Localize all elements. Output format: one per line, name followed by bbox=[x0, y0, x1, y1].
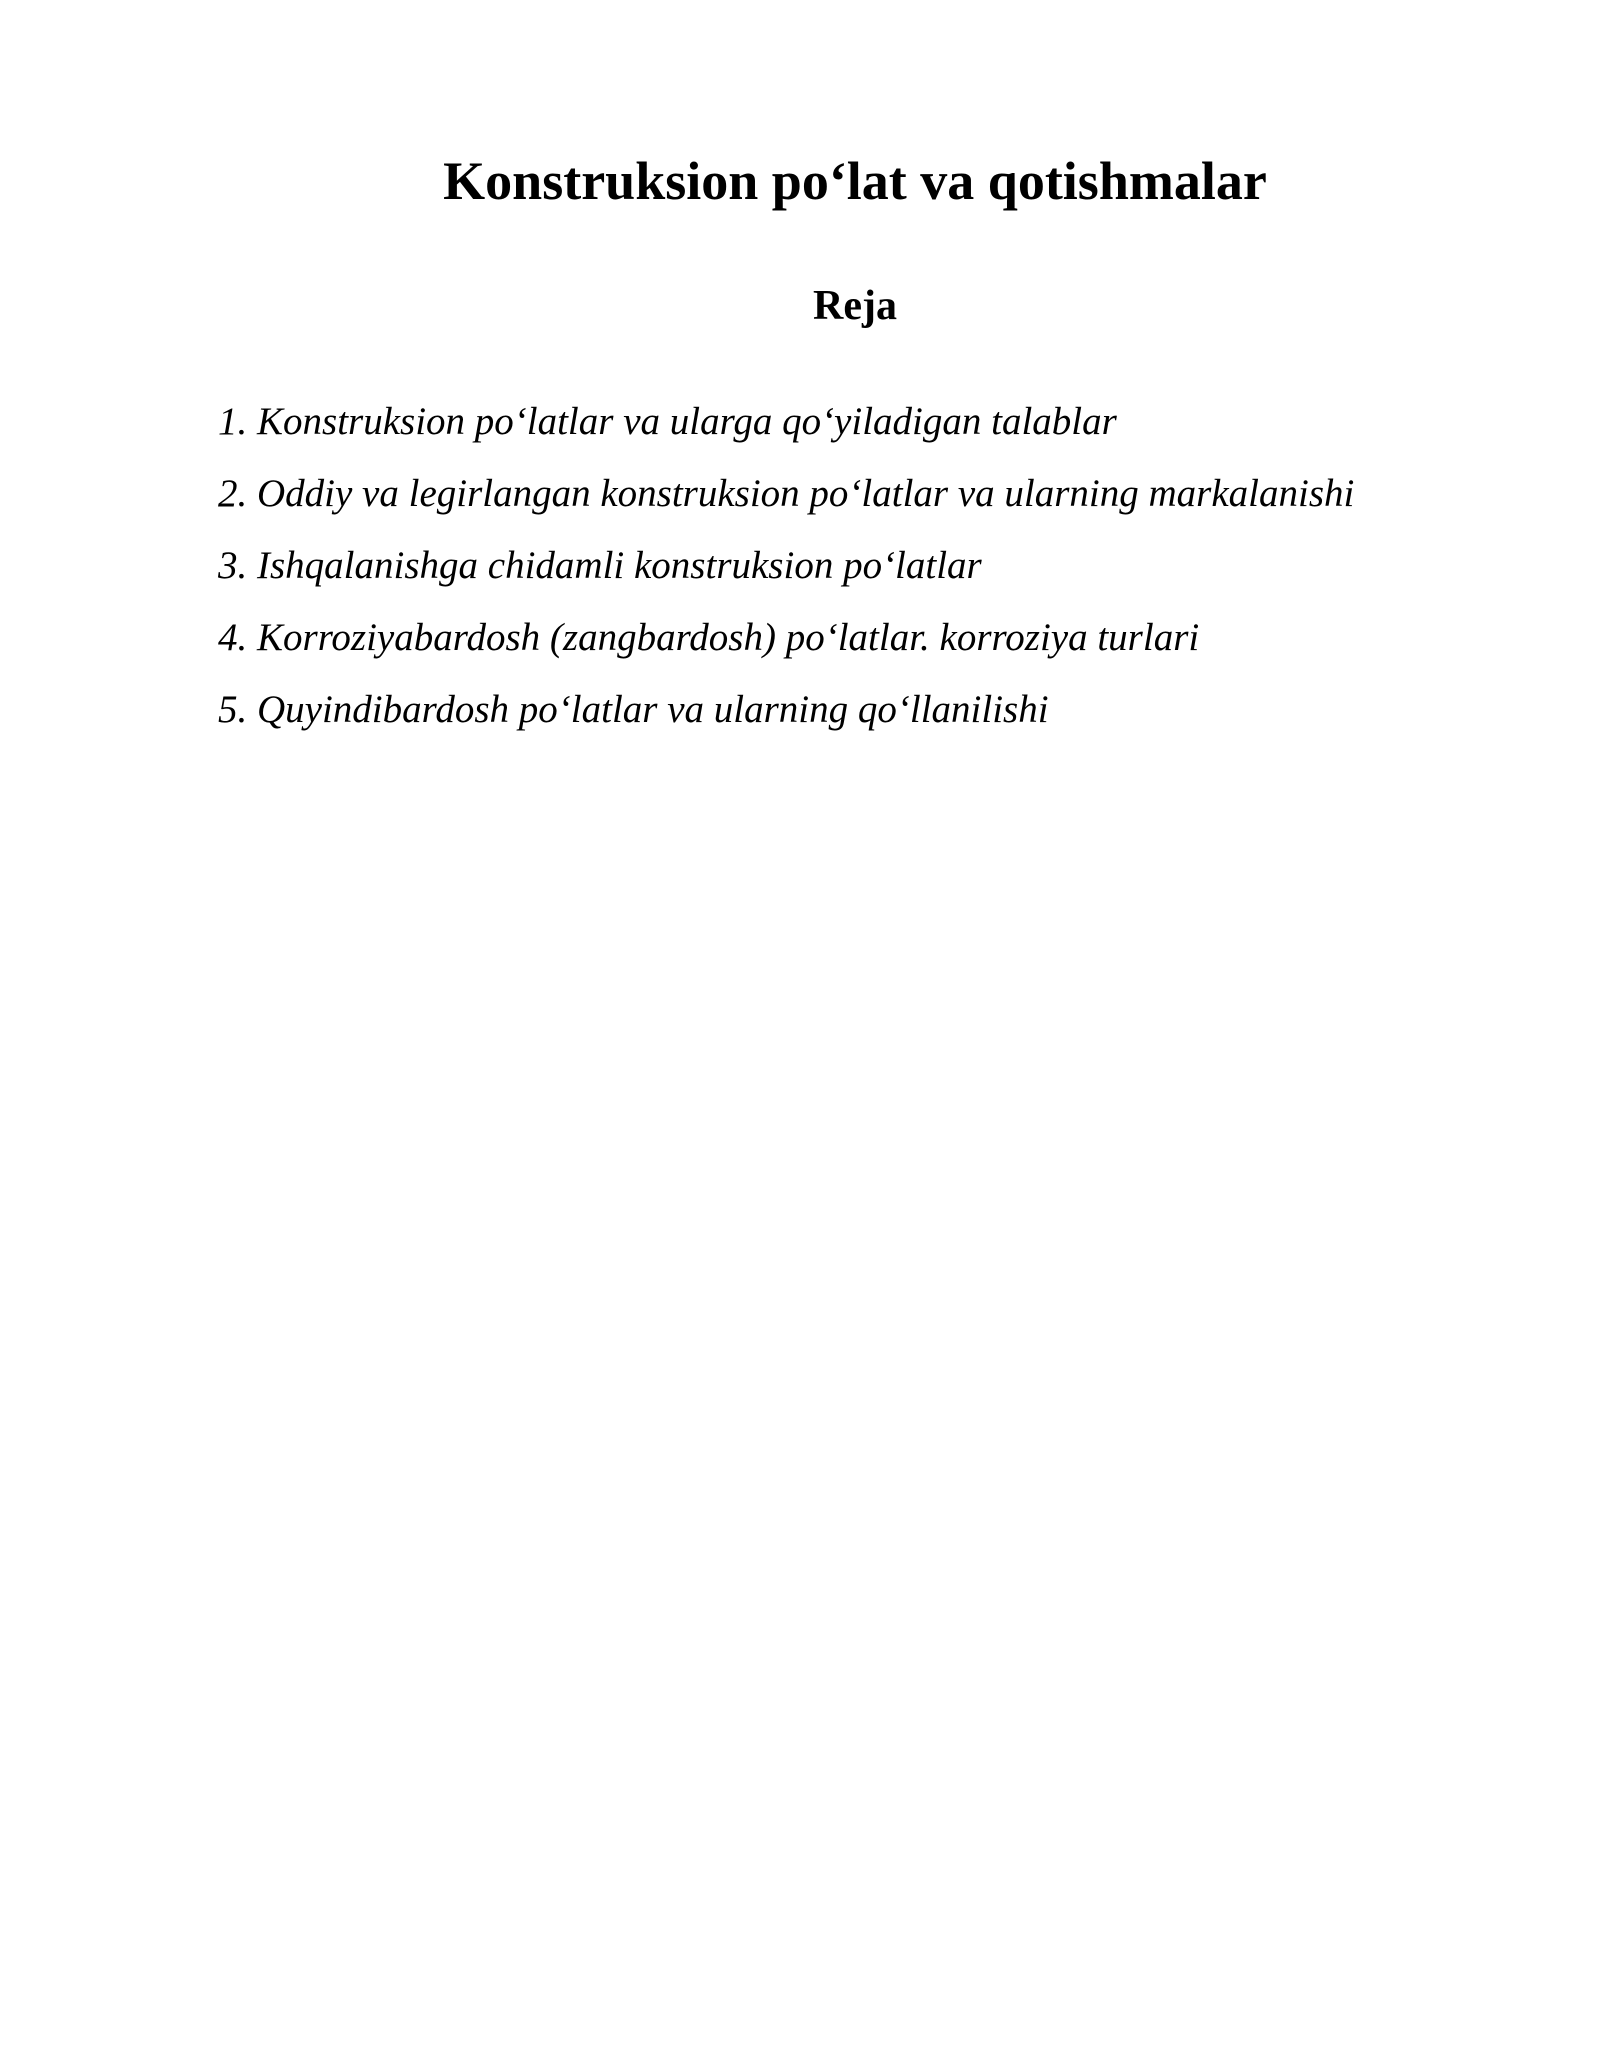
plan-item-5: 5. Quyindibardosh po‘latlar va ularning qo‘llanilishi bbox=[218, 688, 1049, 731]
plan-item-3: 3. Ishqalanishga chidamli konstruksion po‘latlar bbox=[218, 544, 982, 587]
document-title: Konstruksion po‘lat va qotishmalar bbox=[443, 151, 1267, 211]
plan-item-2: 2. Oddiy va legirlangan konstruksion po‘latlar va ularning markalanishi bbox=[218, 472, 1355, 515]
plan-item-4: 4. Korroziyabardosh (zangbardosh) po‘latlar. korroziya turlari bbox=[218, 616, 1200, 659]
plan-list bbox=[218, 386, 1558, 746]
plan-item-1: 1. Konstruksion po‘latlar va ularga qo‘yiladigan talablar bbox=[218, 400, 1117, 443]
plan-heading: Reja bbox=[813, 283, 897, 329]
